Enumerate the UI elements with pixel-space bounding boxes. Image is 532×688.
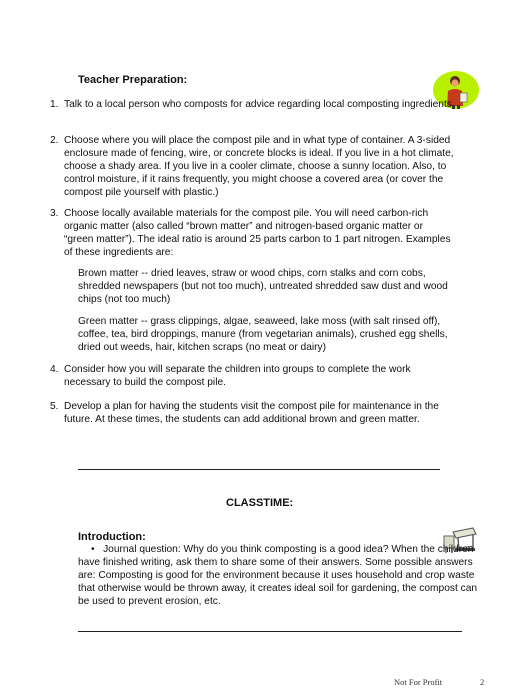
footer-label: Not For Profit bbox=[394, 677, 443, 687]
journal-question-text: Journal question: Why do you think composting is a good idea? When the children have finished writing, ask them to share some of their answers. Some possible answers are: Composting is good for the environment because it uses household and crop waste that otherwise would be thrown away, it creates ideal soil for gardening, the compost can be used to prevent erosion, etc. bbox=[78, 544, 478, 607]
step-text: Develop a plan for having the students visit the compost pile for maintenance in the future. At these times, the students can add additional brown and green matter. bbox=[64, 401, 439, 425]
classtime-heading: CLASSTIME: bbox=[226, 497, 294, 509]
introduction-paragraph bbox=[78, 544, 486, 609]
step-text: Talk to a local person who composts for advice regarding local composting ingredients bbox=[64, 99, 452, 110]
green-matter-paragraph: Green matter -- grass clippings, algae, seaweed, lake moss (with salt rinsed off), coffee, tea, bird droppings, manure (from vegetarian animals), crushed egg shells, dried out weeds, hair, kitchen scraps (no meat or dairy) bbox=[78, 316, 448, 353]
step-number: 3. bbox=[50, 208, 59, 219]
step-number: 2. bbox=[50, 135, 59, 146]
step-text: Choose locally available materials for the compost pile. You will need carbon-rich organic matter (also called “brown matter” and nitrogen-based organic matter or “green matter”). The ideal ratio is around 25 parts carbon to 1 part nitrogen. Examples of these ingredients are: bbox=[64, 208, 451, 258]
teacher-preparation-heading: Teacher Preparation: bbox=[78, 74, 188, 86]
step-text: Choose where you will place the compost pile and in what type of container. A 3-sided enclosure made of fencing, wire, or concrete blocks is ideal. If you live in a hot climate, choose a shady area. If you live in a cooler climate, choose a sunny location. Also, to control moisture, if it rains frequently, you might choose a covered area (or cover the compost pile yourself with plastic.) bbox=[64, 135, 454, 198]
bottom-divider bbox=[78, 631, 462, 632]
step-text: Consider how you will separate the children into groups to complete the work necessary to build the compost pile. bbox=[64, 364, 411, 388]
prep-step-1 bbox=[50, 99, 454, 112]
brown-matter-paragraph: Brown matter -- dried leaves, straw or wood chips, corn stalks and corn cobs, shredded newspapers (but not too much), untreated shredded saw dust and wood chips (not too much) bbox=[78, 268, 448, 305]
step-number: 5. bbox=[50, 401, 59, 412]
prep-step-5 bbox=[50, 401, 454, 427]
bullet: • bbox=[91, 544, 95, 555]
page-number: 2 bbox=[480, 677, 485, 687]
prep-step-4 bbox=[50, 364, 454, 390]
prep-step-3 bbox=[50, 208, 454, 260]
step-number: 1. bbox=[50, 99, 59, 110]
introduction-heading: Introduction: bbox=[78, 531, 146, 543]
step-number: 4. bbox=[50, 364, 59, 375]
prep-step-2 bbox=[50, 135, 454, 200]
section-divider bbox=[78, 469, 440, 470]
